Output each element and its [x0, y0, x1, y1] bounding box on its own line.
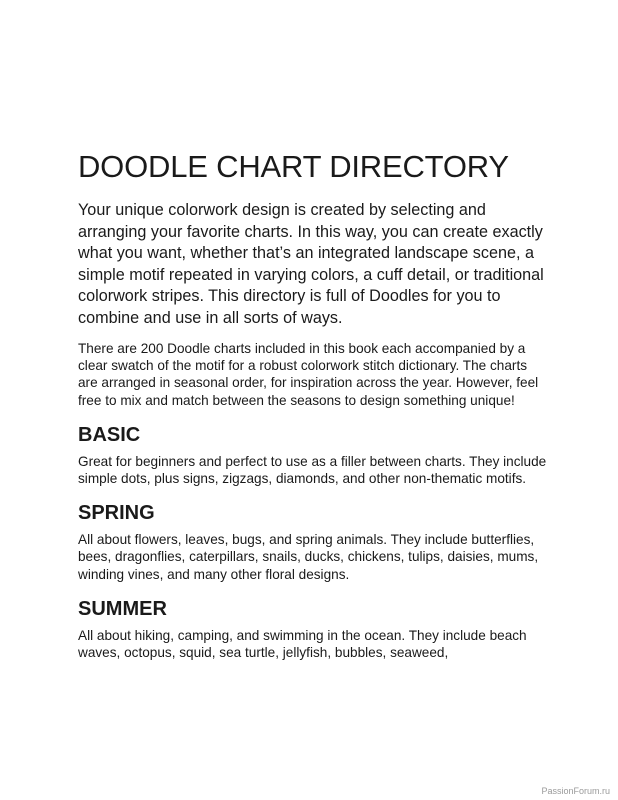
section-spring [78, 501, 548, 583]
section-text: All about flowers, leaves, bugs, and spring animals. They include butterflies, bees, dragonflies, caterpillars, snails, ducks, chickens, tulips, daisies, mums, winding vines, and many other floral designs. [78, 532, 539, 582]
section-heading: BASIC [78, 423, 141, 446]
section-heading: SUMMER [78, 597, 167, 620]
lead-paragraph: Your unique colorwork design is created by selecting and arranging your favorite charts. In this way, you can create exactly what you want, whether that’s an integrated landscape scene, a simple motif repeated in varying colors, a cuff detail, or traditional colorwork stripes. This directory is full of Doodles for you to combine and use in all sorts of ways. [78, 201, 544, 327]
section-heading: SPRING [78, 502, 155, 525]
document-page [78, 150, 548, 661]
section-basic [78, 423, 548, 487]
intro-paragraph: There are 200 Doodle charts included in this book each accompanied by a clear swatch of the motif for a robust colorwork stitch dictionary. The charts are arranged in seasonal order, for inspiration across the year. However, feel free to mix and match between the seasons to design something unique! [78, 341, 539, 408]
section-text: Great for beginners and perfect to use as a filler between charts. They include simple dots, plus signs, zigzags, diamonds, and other non-thematic motifs. [78, 453, 547, 487]
page-title: DOODLE CHART DIRECTORY [78, 149, 509, 184]
section-text: All about hiking, camping, and swimming in the ocean. They include beach waves, octopus, squid, sea turtle, jellyfish, bubbles, seaweed, [78, 627, 527, 661]
watermark: PassionForum.ru [541, 786, 610, 796]
section-summer [78, 597, 548, 661]
